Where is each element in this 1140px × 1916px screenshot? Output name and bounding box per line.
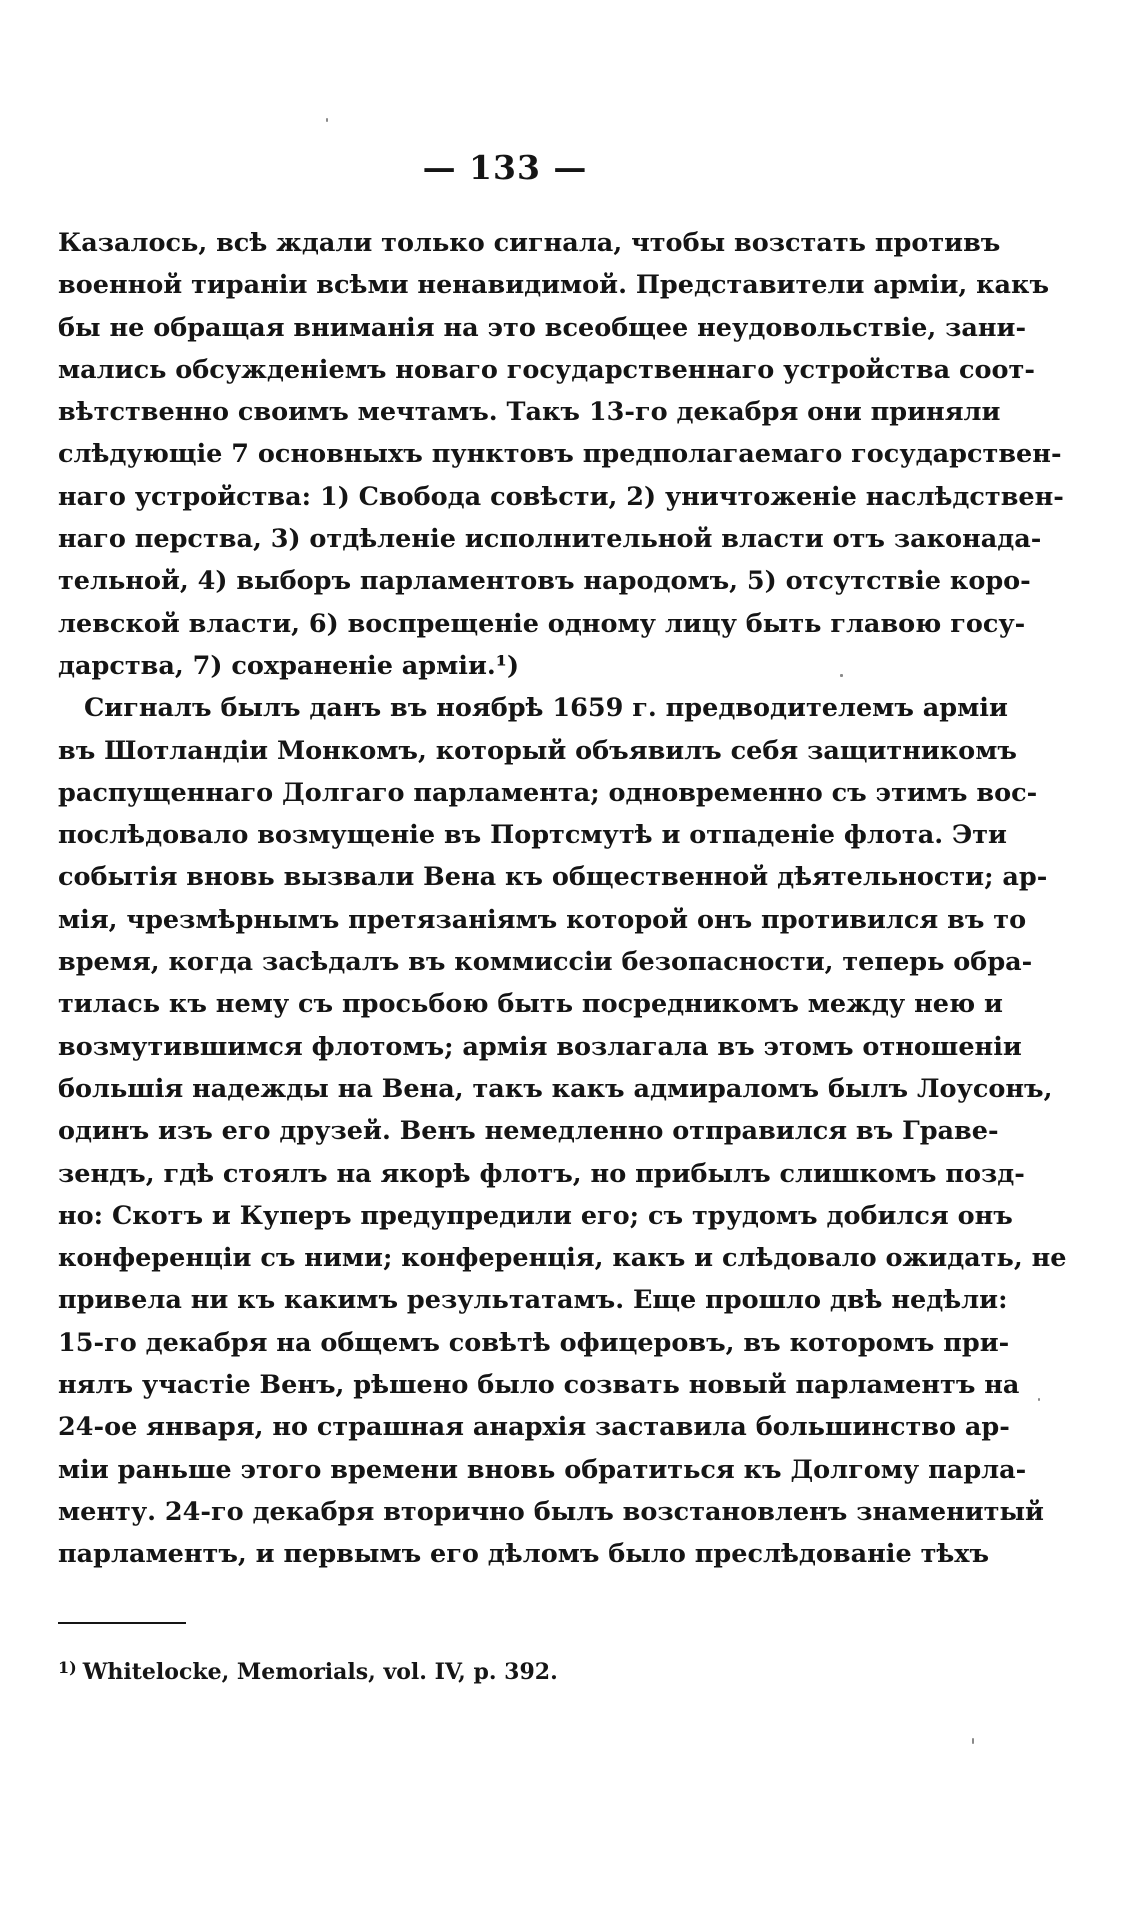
text-line: тилась къ нему съ просьбою быть посредникомъ между нею и [58,989,1003,1020]
text-line: нялъ участіе Венъ, рѣшено было созвать новый парламентъ на [58,1370,1020,1401]
text-line: одинъ изъ его друзей. Венъ немедленно отправился въ Граве- [58,1116,999,1147]
text-line: мія, чрезмѣрнымъ претязаніямъ которой онъ противился въ то [58,904,1027,935]
text-line: мались обсужденіемъ новаго государственнаго устройства соот- [58,354,1035,385]
text-line: Сигналъ былъ данъ въ ноябрѣ 1659 г. предводителемъ арміи [84,693,1008,724]
text-line: возмутившимся флотомъ; армія возлагала въ этомъ отношеніи [58,1031,1022,1062]
footnote-marker: 1) [58,1658,77,1677]
text-line: бы не обращая вниманія на это всеобщее неудовольствіе, зани- [58,312,1027,343]
text-line: послѣдовало возмущеніе въ Портсмутѣ и отпаденіе флота. Эти [58,820,1007,851]
footnote-text: Whitelocke, Memorials, vol. IV, p. 392. [82,1659,558,1685]
text-line: дарства, 7) сохраненіе арміи.¹) [58,650,520,681]
text-line: слѣдующіе 7 основныхъ пунктовъ предполагаемаго государствен- [58,439,1062,470]
text-line: міи раньше этого времени вновь обратиться къ Долгому парла- [58,1454,1027,1485]
text-line: вѣтственно своимъ мечтамъ. Такъ 13-го декабря они приняли [58,397,1001,428]
text-line: тельной, 4) выборъ парламентовъ народомъ, 5) отсутствіе коро- [58,566,1031,597]
text-line: большія надежды на Вена, такъ какъ адмираломъ былъ Лоусонъ, [58,1073,1053,1104]
text-line: парламентъ, и первымъ его дѣломъ было преслѣдованіе тѣхъ [58,1539,990,1570]
text-line: наго устройства: 1) Свобода совѣсти, 2) уничтоженіе наслѣдствен- [58,481,1064,512]
text-line: менту. 24-го декабря вторично былъ возстановленъ знаменитый [58,1496,1044,1527]
text-line: наго перства, 3) отдѣленіе исполнительной власти отъ законада- [58,524,1042,555]
text-line: событія вновь вызвали Вена къ общественной дѣятельности; ар- [58,862,1048,893]
print-speck [972,1738,974,1744]
text-line: но: Скотъ и Куперъ предупредили его; съ трудомъ добился онъ [58,1200,1013,1231]
text-line: зендъ, гдѣ стоялъ на якорѣ флотъ, но прибылъ слишкомъ позд- [58,1158,1025,1189]
text-line: 15-го декабря на общемъ совѣтѣ офицеровъ, въ которомъ при- [58,1327,1010,1358]
print-speck [1038,1398,1040,1401]
text-line: левской власти, 6) воспрещеніе одному лицу быть главою госу- [58,608,1026,639]
print-speck [326,118,328,122]
footnote-separator [58,1622,186,1624]
text-line: Казалось, всѣ ждали только сигнала, чтобы возстать противъ [58,228,1001,258]
text-line: привела ни къ какимъ результатамъ. Еще прошло двѣ недѣли: [58,1285,1008,1316]
body-text [58,222,1067,1576]
print-speck [840,674,843,677]
text-line: распущеннаго Долгаго парламента; одновременно съ этимъ вос- [58,777,1038,808]
text-line: 24-ое января, но страшная анархія заставила большинство ар- [58,1412,1010,1443]
text-line: конференціи съ ними; конференція, какъ и слѣдовало ожидать, не [58,1243,1067,1274]
page-number: — 133 — [422,148,588,187]
footnote [58,1650,858,1690]
text-line: военной тираніи всѣми ненавидимой. Представители арміи, какъ [58,270,1050,301]
text-line: время, когда засѣдалъ въ коммиссіи безопасности, теперь обра- [58,947,1033,978]
text-line: въ Шотландіи Монкомъ, который объявилъ себя защитникомъ [58,735,1017,766]
